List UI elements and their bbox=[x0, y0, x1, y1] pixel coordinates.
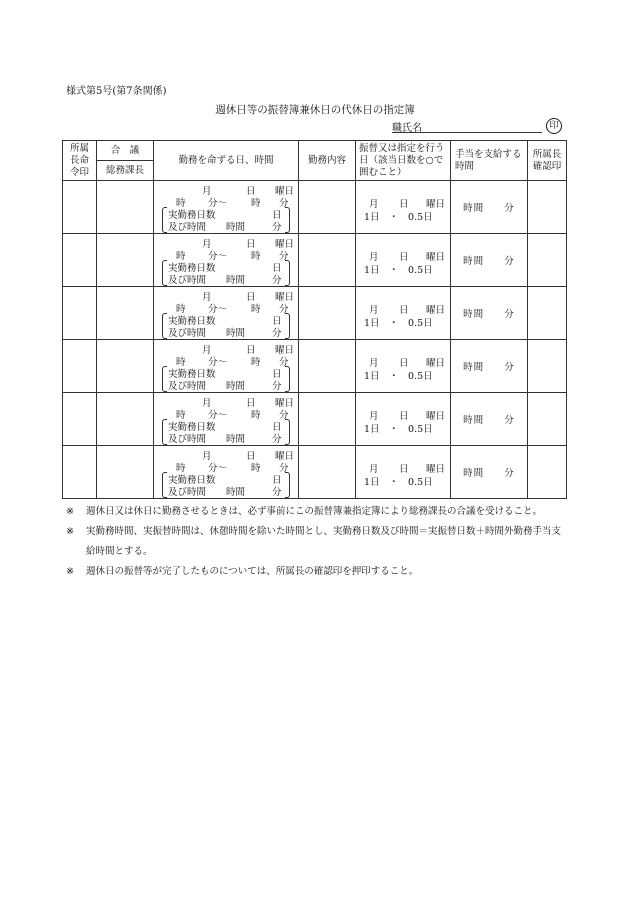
substitute-date-cell[interactable]: 月 日 曜日 1日 ・ 0.5日 bbox=[356, 446, 451, 499]
header-substitute-date: 振替又は指定を行う日（該当日数を○で囲むこと） bbox=[356, 141, 451, 181]
allowance-hours-cell[interactable]: 時間 分 bbox=[451, 340, 528, 393]
confirm-seal-cell[interactable] bbox=[528, 446, 567, 499]
designation-table bbox=[62, 140, 567, 499]
work-content-cell[interactable] bbox=[299, 287, 356, 340]
work-content-cell[interactable] bbox=[299, 393, 356, 446]
order-seal-cell[interactable] bbox=[63, 446, 97, 499]
seal-mark-icon: 印 bbox=[546, 118, 562, 134]
work-date-cell[interactable]: 月 日 曜日 時 分～ 時 分 実勤務日数 日 及び時間 時間 分 bbox=[154, 234, 299, 287]
substitute-date-cell[interactable]: 月 日 曜日 1日 ・ 0.5日 bbox=[356, 181, 451, 234]
order-seal-cell[interactable] bbox=[63, 234, 97, 287]
order-seal-cell[interactable] bbox=[63, 340, 97, 393]
table-row bbox=[63, 340, 567, 393]
confirm-seal-cell[interactable] bbox=[528, 181, 567, 234]
note-item: ※ 週休日の振替等が完了したものについては、所属長の確認印を押印すること。 bbox=[66, 566, 419, 577]
consultation-seal-cell[interactable] bbox=[97, 234, 154, 287]
work-content-cell[interactable] bbox=[299, 234, 356, 287]
work-date-cell[interactable]: 月 日 曜日 時 分～ 時 分 実勤務日数 日 及び時間 時間 分 bbox=[154, 446, 299, 499]
header-allowance-hours: 手当を支給する時間 bbox=[451, 141, 528, 181]
order-seal-cell[interactable] bbox=[63, 393, 97, 446]
order-seal-cell[interactable] bbox=[63, 287, 97, 340]
confirm-seal-cell[interactable] bbox=[528, 234, 567, 287]
substitute-date-cell[interactable]: 月 日 曜日 1日 ・ 0.5日 bbox=[356, 340, 451, 393]
note-item: ※ 実勤務時間、実振替時間は、休憩時間を除いた時間とし、実勤務日数及び時間＝実振替日数＋時間外勤務手当支給時間とする。 bbox=[66, 526, 562, 557]
name-label: 職氏名 bbox=[392, 123, 422, 134]
header-work-content: 勤務内容 bbox=[299, 141, 356, 181]
form-number: 様式第5号(第7条関係) bbox=[66, 86, 167, 97]
allowance-hours-cell[interactable]: 時間 分 bbox=[451, 287, 528, 340]
work-date-cell[interactable]: 月 日 曜日 時 分～ 時 分 実勤務日数 日 及び時間 時間 分 bbox=[154, 181, 299, 234]
notes bbox=[66, 502, 566, 582]
consultation-seal-cell[interactable] bbox=[97, 393, 154, 446]
header-unit-head-confirm-seal: 所属長確認印 bbox=[528, 141, 567, 181]
consultation-seal-cell[interactable] bbox=[97, 181, 154, 234]
allowance-hours-cell[interactable]: 時間 分 bbox=[451, 234, 528, 287]
order-seal-cell[interactable] bbox=[63, 181, 97, 234]
confirm-seal-cell[interactable] bbox=[528, 340, 567, 393]
confirm-seal-cell[interactable] bbox=[528, 287, 567, 340]
substitute-date-cell[interactable]: 月 日 曜日 1日 ・ 0.5日 bbox=[356, 234, 451, 287]
confirm-seal-cell[interactable] bbox=[528, 393, 567, 446]
table-row bbox=[63, 181, 567, 234]
table-row bbox=[63, 287, 567, 340]
header-work-date-time: 勤務を命ずる日、時間 bbox=[154, 141, 299, 181]
substitute-date-cell[interactable]: 月 日 曜日 1日 ・ 0.5日 bbox=[356, 287, 451, 340]
note-item: ※ 週休日又は休日に勤務させるときは、必ず事前にこの振替簿兼指定簿により総務課長の合議を受けること。 bbox=[66, 506, 543, 517]
table-row bbox=[63, 234, 567, 287]
header-general-affairs-chief: 総務課長 bbox=[97, 161, 154, 181]
allowance-hours-cell[interactable]: 時間 分 bbox=[451, 446, 528, 499]
allowance-hours-cell[interactable]: 時間 分 bbox=[451, 393, 528, 446]
work-date-cell[interactable]: 月 日 曜日 時 分～ 時 分 実勤務日数 日 及び時間 時間 分 bbox=[154, 340, 299, 393]
work-content-cell[interactable] bbox=[299, 446, 356, 499]
table-row bbox=[63, 446, 567, 499]
document-title: 週休日等の振替簿兼休日の代休日の指定簿 bbox=[215, 104, 415, 116]
header-unit-head-order-seal: 所属長命令印 bbox=[63, 141, 97, 181]
consultation-seal-cell[interactable] bbox=[97, 340, 154, 393]
work-date-cell[interactable]: 月 日 曜日 時 分～ 時 分 実勤務日数 日 及び時間 時間 分 bbox=[154, 393, 299, 446]
name-field[interactable] bbox=[392, 119, 542, 133]
consultation-seal-cell[interactable] bbox=[97, 446, 154, 499]
header-consultation: 合 議 bbox=[97, 141, 154, 161]
work-content-cell[interactable] bbox=[299, 340, 356, 393]
work-content-cell[interactable] bbox=[299, 181, 356, 234]
work-date-cell[interactable]: 月 日 曜日 時 分～ 時 分 実勤務日数 日 及び時間 時間 分 bbox=[154, 287, 299, 340]
allowance-hours-cell[interactable]: 時間 分 bbox=[451, 181, 528, 234]
table-row bbox=[63, 393, 567, 446]
substitute-date-cell[interactable]: 月 日 曜日 1日 ・ 0.5日 bbox=[356, 393, 451, 446]
consultation-seal-cell[interactable] bbox=[97, 287, 154, 340]
